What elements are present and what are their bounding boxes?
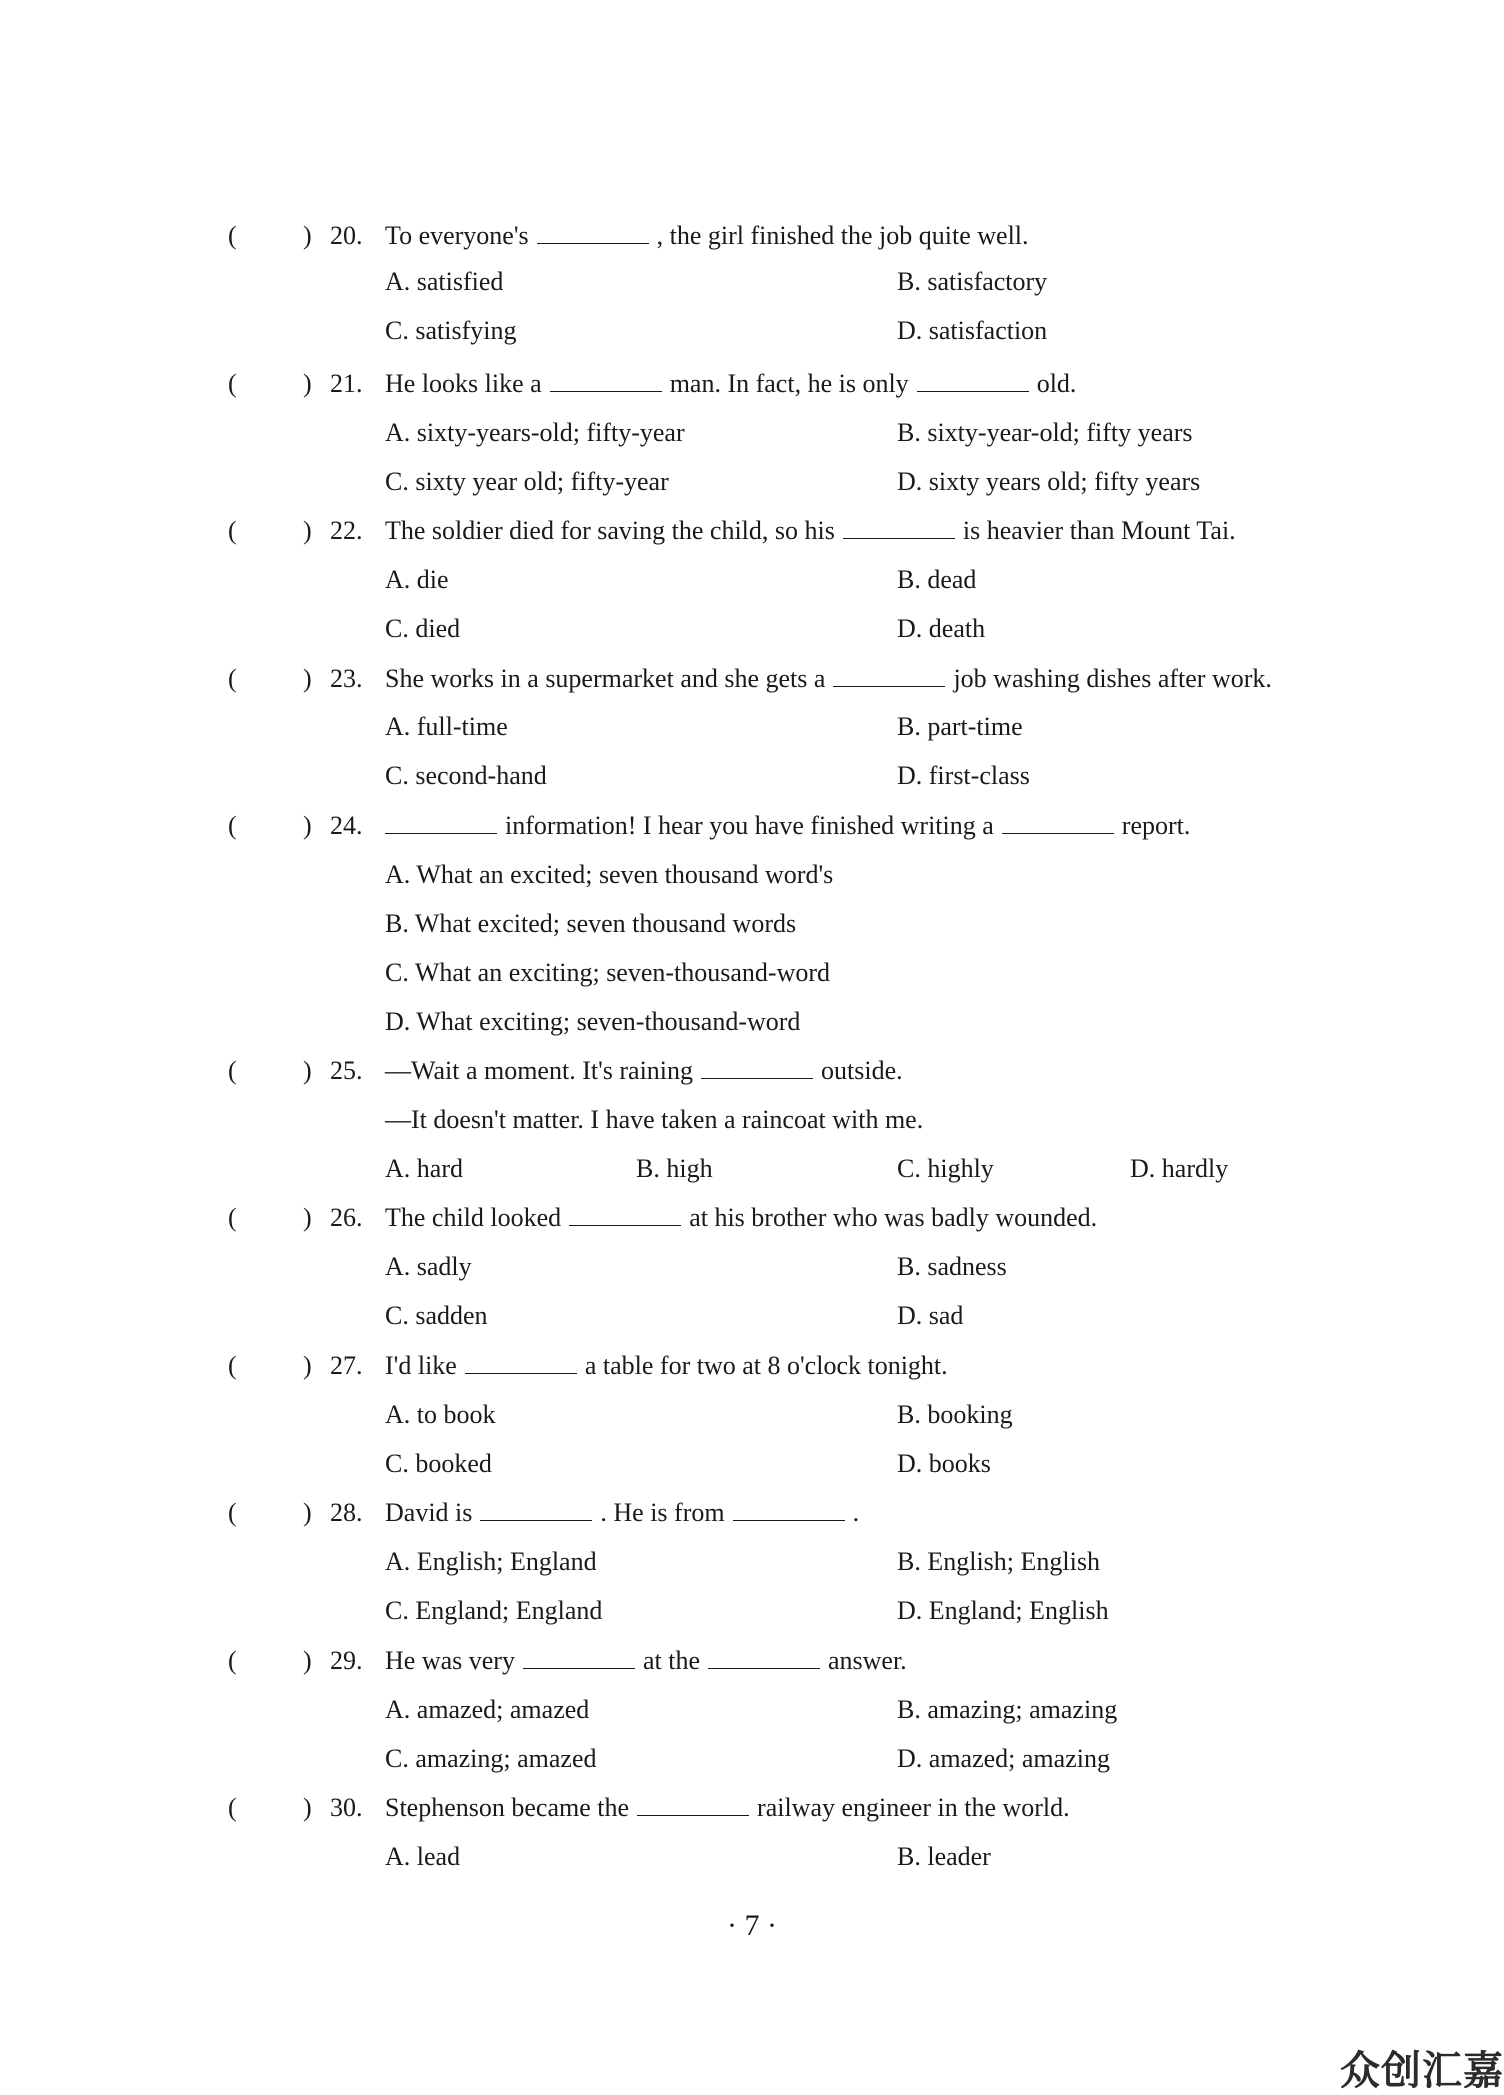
option-d: D. books: [897, 1449, 991, 1478]
answer-paren-close: ): [303, 664, 312, 693]
question-number: 29.: [330, 1646, 363, 1675]
question-number: 21.: [330, 369, 363, 398]
option-a: A. What an excited; seven thousand word's: [385, 860, 834, 889]
answer-blank: [637, 1789, 749, 1816]
question-22: [0, 511, 1504, 551]
option-b: B. leader: [897, 1842, 991, 1871]
option-a: A. satisfied: [385, 267, 504, 296]
answer-paren-open: (: [228, 1203, 237, 1232]
question-stem: David is . He is from .: [385, 1493, 859, 1533]
answer-paren-open: (: [228, 369, 237, 398]
option-b: B. sadness: [897, 1252, 1007, 1281]
answer-paren-open: (: [228, 221, 237, 250]
option-b: B. dead: [897, 565, 977, 594]
question-30: [0, 1788, 1504, 1828]
answer-paren-close: ): [303, 1646, 312, 1675]
answer-blank: [833, 660, 945, 687]
option-a: A. lead: [385, 1842, 461, 1871]
option-b: B. high: [636, 1154, 713, 1183]
option-d: D. first-class: [897, 761, 1030, 790]
answer-blank: [385, 807, 497, 834]
question-number: 20.: [330, 221, 363, 250]
answer-blank: [917, 365, 1029, 392]
answer-paren-open: (: [228, 1056, 237, 1085]
answer-paren-close: ): [303, 1498, 312, 1527]
option-c: C. died: [385, 614, 461, 643]
option-b: B. booking: [897, 1400, 1013, 1429]
question-stem: He was very at the answer.: [385, 1641, 907, 1681]
question-number: 26.: [330, 1203, 363, 1232]
option-b: B. sixty-year-old; fifty years: [897, 418, 1193, 447]
question-number: 28.: [330, 1498, 363, 1527]
answer-paren-close: ): [303, 1793, 312, 1822]
question-stem: I'd like a table for two at 8 o'clock tonight.: [385, 1346, 948, 1386]
question-stem: information! I hear you have finished writing a report.: [385, 806, 1190, 846]
option-b: B. amazing; amazing: [897, 1695, 1118, 1724]
option-a: A. die: [385, 565, 449, 594]
option-d: D. satisfaction: [897, 316, 1048, 345]
watermark-logo: 众创汇嘉: [1340, 2048, 1504, 2094]
answer-paren-close: ): [303, 221, 312, 250]
answer-blank: [550, 365, 662, 392]
question-stem: —Wait a moment. It's raining outside.: [385, 1051, 903, 1091]
answer-paren-close: ): [303, 1056, 312, 1085]
question-26: [0, 1198, 1504, 1238]
question-25: [0, 1051, 1504, 1091]
option-d: D. death: [897, 614, 986, 643]
option-a: A. to book: [385, 1400, 496, 1429]
answer-blank: [1002, 807, 1114, 834]
answer-blank: [465, 1347, 577, 1374]
option-d: D. amazed; amazing: [897, 1744, 1110, 1773]
answer-paren-open: (: [228, 664, 237, 693]
option-d: D. sad: [897, 1301, 964, 1330]
option-a: A. hard: [385, 1154, 463, 1183]
option-d: D. hardly: [1130, 1154, 1229, 1183]
option-a: A. sadly: [385, 1252, 472, 1281]
option-c: C. highly: [897, 1154, 994, 1183]
answer-paren-open: (: [228, 1646, 237, 1675]
option-c: C. satisfying: [385, 316, 517, 345]
question-number: 22.: [330, 516, 363, 545]
question-21: [0, 364, 1504, 404]
question-20: [0, 216, 1504, 256]
option-c: C. amazing; amazed: [385, 1744, 597, 1773]
question-29: [0, 1641, 1504, 1681]
option-a: A. amazed; amazed: [385, 1695, 590, 1724]
answer-paren-open: (: [228, 516, 237, 545]
answer-blank: [843, 512, 955, 539]
answer-paren-close: ): [303, 369, 312, 398]
option-a: A. English; England: [385, 1547, 597, 1576]
page-number: · 7 ·: [727, 1909, 777, 1942]
option-a: A. sixty-years-old; fifty-year: [385, 418, 685, 447]
answer-blank: [480, 1494, 592, 1521]
question-24: [0, 806, 1504, 846]
answer-paren-open: (: [228, 1498, 237, 1527]
question-stem: The child looked at his brother who was badly wounded.: [385, 1198, 1097, 1238]
option-b: B. satisfactory: [897, 267, 1048, 296]
dialogue-reply: —It doesn't matter. I have taken a raincoat with me.: [385, 1105, 924, 1134]
option-d: D. sixty years old; fifty years: [897, 467, 1201, 496]
answer-paren-open: (: [228, 1351, 237, 1380]
answer-paren-close: ): [303, 811, 312, 840]
option-c: C. What an exciting; seven-thousand-word: [385, 958, 831, 987]
question-stem: The soldier died for saving the child, so his is heavier than Mount Tai.: [385, 511, 1236, 551]
answer-blank: [701, 1052, 813, 1079]
option-d: D. What exciting; seven-thousand-word: [385, 1007, 801, 1036]
answer-blank: [523, 1642, 635, 1669]
answer-paren-open: (: [228, 1793, 237, 1822]
option-a: A. full-time: [385, 712, 508, 741]
answer-paren-close: ): [303, 1351, 312, 1380]
question-number: 24.: [330, 811, 363, 840]
option-b: B. English; English: [897, 1547, 1100, 1576]
question-stem: Stephenson became the railway engineer in the world.: [385, 1788, 1070, 1828]
option-c: C. second-hand: [385, 761, 547, 790]
question-number: 25.: [330, 1056, 363, 1085]
answer-paren-open: (: [228, 811, 237, 840]
answer-paren-close: ): [303, 516, 312, 545]
question-number: 23.: [330, 664, 363, 693]
question-stem: She works in a supermarket and she gets a job washing dishes after work.: [385, 659, 1272, 699]
question-23: [0, 659, 1504, 699]
question-stem: He looks like a man. In fact, he is only old.: [385, 364, 1076, 404]
option-c: C. sixty year old; fifty-year: [385, 467, 669, 496]
question-number: 30.: [330, 1793, 363, 1822]
option-c: C. England; England: [385, 1596, 603, 1625]
question-27: [0, 1346, 1504, 1386]
answer-blank: [537, 217, 649, 244]
answer-blank: [733, 1494, 845, 1521]
option-c: C. booked: [385, 1449, 492, 1478]
answer-paren-close: ): [303, 1203, 312, 1232]
option-b: B. part-time: [897, 712, 1023, 741]
option-d: D. England; English: [897, 1596, 1109, 1625]
question-28: [0, 1493, 1504, 1533]
option-c: C. sadden: [385, 1301, 488, 1330]
answer-blank: [708, 1642, 820, 1669]
question-number: 27.: [330, 1351, 363, 1380]
option-b: B. What excited; seven thousand words: [385, 909, 797, 938]
answer-blank: [569, 1199, 681, 1226]
question-stem: To everyone's , the girl finished the job quite well.: [385, 216, 1029, 256]
